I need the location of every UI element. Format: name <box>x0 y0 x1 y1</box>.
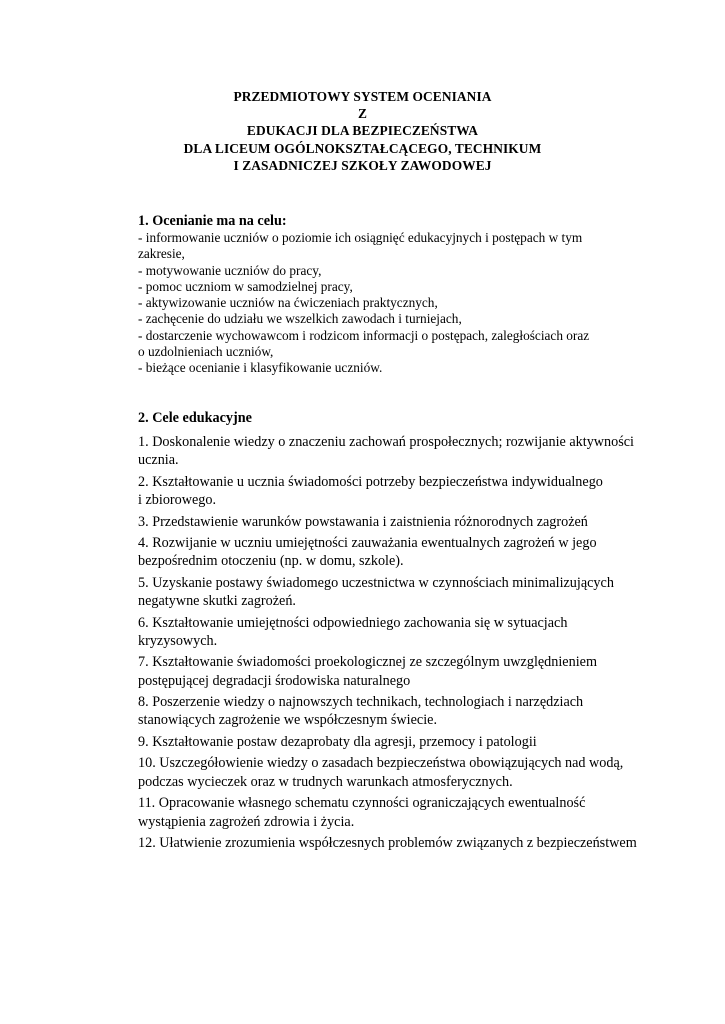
educational-goal-line: 5. Uzyskanie postawy świadomego uczestnictwa w czynnościach minimalizujących <box>138 574 614 591</box>
educational-goal-line: negatywne skutki zagrożeń. <box>138 593 296 610</box>
educational-goal-line: 9. Kształtowanie postaw dezaprobaty dla agresji, przemocy i patologii <box>138 733 537 750</box>
educational-goal-line: 10. Uszczegółowienie wiedzy o zasadach bezpieczeństwa obowiązujących nad wodą, <box>138 755 624 772</box>
educational-goal-line: podczas wycieczek oraz w trudnych warunkach atmosferycznych. <box>138 773 513 790</box>
goal-line: - pomoc uczniom w samodzielnej pracy, <box>138 278 353 294</box>
educational-goal-line: 6. Kształtowanie umiejętności odpowiedniego zachowania się w sytuacjach <box>138 614 568 631</box>
goal-line: - informowanie uczniów o poziomie ich osiągnięć edukacyjnych i postępach w tym <box>138 230 583 245</box>
section-heading: 1. Ocenianie ma na celu: <box>138 213 287 229</box>
educational-goal-line: 1. Doskonalenie wiedzy o znaczeniu zachowań prospołecznych; rozwijanie aktywności <box>138 434 634 450</box>
educational-goal-line: 4. Rozwijanie w uczniu umiejętności zauważania ewentualnych zagrożeń w jego <box>138 535 597 552</box>
educational-goal-line: postępującej degradacji środowiska naturalnego <box>138 672 411 689</box>
title-line: Z <box>357 106 368 122</box>
title-line: EDUKACJI DLA BEZPIECZEŃSTWA <box>246 123 479 139</box>
goal-line: - aktywizowanie uczniów na ćwiczeniach praktycznych, <box>138 295 438 311</box>
educational-goal-line: kryzysowych. <box>138 632 218 649</box>
educational-goal-line: i zbiorowego. <box>138 492 217 509</box>
educational-goal-line: 12. Ułatwienie zrozumienia współczesnych problemów związanych z bezpieczeństwem <box>138 835 637 851</box>
educational-goal-line: ucznia. <box>138 452 179 469</box>
educational-goal-line: 11. Opracowanie własnego schematu czynności ograniczających ewentualność <box>138 795 586 812</box>
educational-goal-item <box>138 754 683 791</box>
educational-goal-item <box>138 733 683 751</box>
educational-goal-line: wystąpienia zagrożeń zdrowia i życia. <box>138 813 355 830</box>
title-line: I ZASADNICZEJ SZKOŁY ZAWODOWEJ <box>233 157 492 173</box>
educational-goal-item <box>138 513 683 531</box>
document-title <box>0 88 725 174</box>
educational-goal-item <box>138 614 683 651</box>
educational-goal-item <box>138 693 683 730</box>
goals-list <box>138 230 678 377</box>
educational-goal-item <box>138 834 683 852</box>
educational-goal-item <box>138 794 683 831</box>
educational-goal-line: 8. Poszerzenie wiedzy o najnowszych technikach, technologiach i narzędziach <box>138 694 584 711</box>
educational-goal-line: bezpośrednim otoczeniu (np. w domu, szkole). <box>138 553 404 570</box>
educational-goal-item <box>138 534 683 571</box>
educational-goal-item <box>138 653 683 690</box>
section-heading: 2. Cele edukacyjne <box>138 410 252 426</box>
title-line: DLA LICEUM OGÓLNOKSZTAŁCĄCEGO, TECHNIKUM <box>183 140 542 156</box>
goal-line: - motywowanie uczniów do pracy, <box>138 262 322 278</box>
educational-goal-item <box>138 473 683 510</box>
title-line: PRZEDMIOTOWY SYSTEM OCENIANIA <box>233 89 492 104</box>
educational-goal-line: stanowiących zagrożenie we współczesnym świecie. <box>138 712 437 729</box>
goal-line: o uzdolnieniach uczniów, <box>138 344 274 360</box>
goal-line: - bieżące ocenianie i klasyfikowanie uczniów. <box>138 360 383 376</box>
educational-goal-line: 3. Przedstawienie warunków powstawania i zaistnienia różnorodnych zagrożeń <box>138 513 588 530</box>
educational-goals-list <box>138 433 683 852</box>
section-assessment-goals <box>138 212 678 377</box>
goal-line: - zachęcenie do udziału we wszelkich zawodach i turniejach, <box>138 311 462 327</box>
goal-line: - dostarczenie wychowawcom i rodzicom informacji o postępach, zaległościach oraz <box>138 327 590 343</box>
section-educational-goals <box>138 409 683 852</box>
educational-goal-line: 7. Kształtowanie świadomości proekologicznej ze szczególnym uwzględnieniem <box>138 654 597 671</box>
educational-goal-item <box>138 433 683 470</box>
educational-goal-line: 2. Kształtowanie u ucznia świadomości potrzeby bezpieczeństwa indywidualnego <box>138 473 603 490</box>
goal-line: zakresie, <box>138 246 185 262</box>
educational-goal-item <box>138 574 683 611</box>
